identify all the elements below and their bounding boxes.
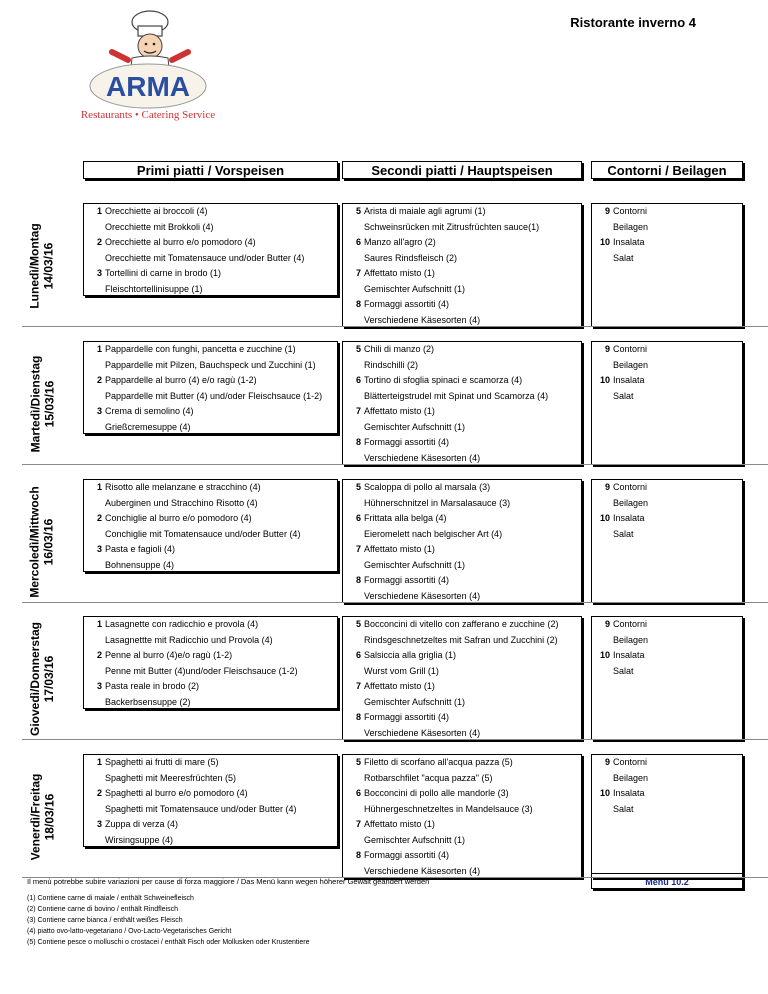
dish-name: Beilagen — [613, 634, 649, 645]
dish-name: Conchiglie al burro e/o pomodoro (4) — [105, 513, 252, 523]
course-box-contorni — [591, 479, 743, 603]
dish-name: Pappardelle mit Pilzen, Bauchspeck und Zucchini (1) — [105, 359, 316, 370]
day-separator — [22, 739, 768, 740]
note-item: (4) piatto ovo-latto-vegetariano / Ovo-Lacto-Vegetarisches Gericht — [27, 928, 232, 935]
dish-row — [84, 342, 337, 358]
dish-row — [84, 648, 337, 664]
header-primi: Primi piatti / Vorspeisen — [83, 161, 338, 179]
dish-number: 2 — [96, 513, 102, 523]
dish-number: 9 — [604, 206, 610, 216]
course-box-primi — [83, 479, 338, 572]
dish-name: Insalata — [613, 513, 645, 523]
course-box-contorni — [591, 203, 743, 327]
dish-name: Insalata — [613, 237, 645, 247]
dish-name: Rindsgeschnetzeltes mit Safran und Zucchini (2) — [364, 634, 558, 645]
dish-name: Verschiedene Käsesorten (4) — [364, 314, 481, 325]
dish-row — [84, 282, 337, 298]
dish-name: Saures Rindsfleisch (2) — [364, 252, 458, 263]
note-item: (3) Contiene carne bianca / enthält weißes Fleisch — [27, 917, 183, 924]
course-box-secondi — [342, 341, 582, 465]
dish-name: Salsiccia alla griglia (1) — [364, 650, 457, 660]
dish-name: Conchiglie mit Tomatensauce und/oder Butter (4) — [105, 528, 301, 539]
dish-number: 2 — [96, 650, 102, 660]
dish-number: 5 — [355, 757, 361, 767]
dish-row — [343, 695, 581, 711]
dish-number: 6 — [355, 650, 361, 660]
dish-row — [592, 373, 742, 389]
dish-number: 3 — [96, 544, 102, 554]
dish-row — [84, 220, 337, 236]
dish-row — [592, 664, 742, 680]
day-separator — [22, 877, 768, 878]
dish-row — [84, 817, 337, 833]
dish-row — [84, 389, 337, 405]
dish-name: Crema di semolino (4) — [105, 406, 194, 416]
dish-number: 8 — [355, 712, 361, 722]
dish-row — [84, 358, 337, 374]
dish-name: Filetto di scorfano all'acqua pazza (5) — [364, 757, 513, 767]
day-name: Lunedì/Montag — [28, 222, 43, 309]
dish-number: 10 — [599, 650, 610, 660]
dish-number: 3 — [96, 406, 102, 416]
dish-row — [84, 235, 337, 251]
dish-row — [592, 220, 742, 236]
dish-name: Blätterteigstrudel mit Spinat und Scamorza (4) — [364, 390, 549, 401]
dish-name: Orecchiette al burro e/o pomodoro (4) — [105, 237, 256, 247]
dish-number: 8 — [355, 437, 361, 447]
dish-number: 1 — [96, 482, 102, 492]
dish-name: Salat — [613, 665, 634, 676]
dish-name: Spaghetti ai frutti di mare (5) — [105, 757, 219, 767]
dish-row — [343, 558, 581, 574]
dish-name: Insalata — [613, 375, 645, 385]
dish-name: Tortino di sfoglia spinaci e scamorza (4) — [364, 375, 523, 385]
dish-name: Orecchiette ai broccoli (4) — [105, 206, 208, 216]
dish-name: Pasta e fagioli (4) — [105, 544, 176, 554]
note-item: (1) Contiene carne di maiale / enthält Schweinefleisch — [27, 895, 194, 902]
dish-row — [592, 527, 742, 543]
dish-row — [343, 404, 581, 420]
dish-name: Orecchiette mit Tomatensauce und/oder Butter (4) — [105, 252, 305, 263]
dish-row — [343, 266, 581, 282]
dish-row — [343, 679, 581, 695]
dish-row — [84, 496, 337, 512]
dish-row — [592, 511, 742, 527]
dish-name: Affettato misto (1) — [364, 819, 435, 829]
dish-row — [343, 786, 581, 802]
dish-name: Contorni — [613, 344, 648, 354]
dish-name: Gemischter Aufschnitt (1) — [364, 421, 466, 432]
dish-row — [84, 833, 337, 849]
dish-number: 6 — [355, 513, 361, 523]
dish-row — [343, 220, 581, 236]
dish-name: Fleischtortellinisuppe (1) — [105, 283, 203, 294]
restaurant-title: Ristorante inverno 4 — [570, 15, 696, 30]
dish-name: Auberginen und Stracchino Risotto (4) — [105, 497, 258, 508]
dish-name: Contorni — [613, 619, 648, 629]
dish-number: 3 — [96, 268, 102, 278]
course-box-secondi — [342, 479, 582, 603]
dish-row — [343, 435, 581, 451]
day-date: 18/03/16 — [42, 793, 57, 840]
dish-row — [84, 420, 337, 436]
note-item: (5) Contiene pesce o molluschi o crostacei / enthält Fisch oder Mollusken oder Krustentiere — [27, 939, 310, 946]
dish-name: Salat — [613, 528, 634, 539]
day-separator — [22, 602, 768, 603]
dish-row — [343, 573, 581, 589]
dish-row — [343, 664, 581, 680]
dish-name: Penne mit Butter (4)und/oder Fleischsauce (1-2) — [105, 665, 298, 676]
chef-mascot-icon — [70, 8, 220, 128]
dish-row — [343, 848, 581, 864]
dish-number: 9 — [604, 482, 610, 492]
dish-row — [84, 617, 337, 633]
dish-name: Grießcremesuppe (4) — [105, 421, 191, 432]
dish-name: Pappardelle al burro (4) e/o ragù (1-2) — [105, 375, 257, 385]
course-box-primi — [83, 341, 338, 434]
course-box-primi — [83, 203, 338, 296]
dish-name: Frittata alla belga (4) — [364, 513, 447, 523]
dish-row — [84, 802, 337, 818]
dish-row — [343, 358, 581, 374]
dish-row — [343, 511, 581, 527]
logo-brand-text: ARMA — [106, 71, 190, 102]
dish-number: 10 — [599, 513, 610, 523]
dish-row — [343, 771, 581, 787]
dish-row — [592, 342, 742, 358]
dish-row — [84, 771, 337, 787]
dish-row — [592, 755, 742, 771]
day-date: 17/03/16 — [42, 655, 56, 702]
dish-name: Chili di manzo (2) — [364, 344, 435, 354]
dish-name: Wurst vom Grill (1) — [364, 665, 439, 676]
dish-number: 5 — [355, 344, 361, 354]
dish-number: 5 — [355, 619, 361, 629]
course-box-contorni — [591, 754, 743, 878]
dish-name: Manzo all'agro (2) — [364, 237, 436, 247]
dish-name: Verschiedene Käsesorten (4) — [364, 452, 481, 463]
dish-number: 9 — [604, 344, 610, 354]
dish-row — [343, 297, 581, 313]
dish-name: Spaghetti mit Meeresfrüchten (5) — [105, 772, 237, 783]
dish-row — [84, 266, 337, 282]
dish-number: 2 — [96, 788, 102, 798]
dish-row — [592, 480, 742, 496]
dish-number: 3 — [96, 681, 102, 691]
dish-row — [343, 648, 581, 664]
dish-row — [343, 617, 581, 633]
dish-row — [343, 833, 581, 849]
dish-name: Spaghetti al burro e/o pomodoro (4) — [105, 788, 248, 798]
dish-name: Verschiedene Käsesorten (4) — [364, 865, 481, 876]
dish-number: 6 — [355, 788, 361, 798]
dish-row — [84, 480, 337, 496]
dish-row — [592, 358, 742, 374]
dish-number: 1 — [96, 206, 102, 216]
dish-name: Verschiedene Käsesorten (4) — [364, 590, 481, 601]
dish-number: 10 — [599, 788, 610, 798]
dish-row — [343, 817, 581, 833]
dish-number: 1 — [96, 344, 102, 354]
dish-number: 10 — [599, 375, 610, 385]
day-name: Martedì/Dienstag — [28, 355, 42, 452]
dish-name: Arista di maiale agli agrumi (1) — [364, 206, 486, 216]
dish-number: 8 — [355, 850, 361, 860]
dish-number: 10 — [599, 237, 610, 247]
dish-name: Wirsingsuppe (4) — [105, 834, 174, 845]
dish-name: Bohnensuppe (4) — [105, 559, 175, 570]
dish-name: Gemischter Aufschnitt (1) — [364, 834, 466, 845]
dish-name: Affettato misto (1) — [364, 544, 435, 554]
dish-name: Formaggi assortiti (4) — [364, 712, 450, 722]
day-label — [22, 754, 62, 879]
dish-name: Rindschilli (2) — [364, 359, 419, 370]
dish-name: Lasagnettte mit Radicchio und Provola (4) — [105, 634, 273, 645]
day-separator — [22, 326, 768, 327]
dish-row — [343, 527, 581, 543]
dish-row — [343, 755, 581, 771]
dish-row — [343, 633, 581, 649]
day-label — [22, 341, 62, 466]
dish-name: Backerbsensuppe (2) — [105, 696, 191, 707]
dish-row — [84, 664, 337, 680]
dish-name: Gemischter Aufschnitt (1) — [364, 696, 466, 707]
dish-number: 3 — [96, 819, 102, 829]
dish-name: Contorni — [613, 482, 648, 492]
dish-name: Insalata — [613, 650, 645, 660]
dish-row — [592, 389, 742, 405]
dish-row — [343, 496, 581, 512]
dish-row — [84, 511, 337, 527]
dish-name: Eieromelett nach belgischer Art (4) — [364, 528, 503, 539]
dish-name: Formaggi assortiti (4) — [364, 575, 450, 585]
dish-name: Formaggi assortiti (4) — [364, 299, 450, 309]
dish-name: Beilagen — [613, 359, 649, 370]
dish-name: Pappardelle con funghi, pancetta e zucchine (1) — [105, 344, 296, 354]
dish-name: Beilagen — [613, 772, 649, 783]
dish-row — [343, 251, 581, 267]
day-name: Venerdì/Freitag — [28, 773, 43, 860]
dish-number: 5 — [355, 482, 361, 492]
dish-name: Risotto alle melanzane e stracchino (4) — [105, 482, 261, 492]
dish-name: Bocconcini di vitello con zafferano e zucchine (2) — [364, 619, 559, 629]
dish-name: Pasta reale in brodo (2) — [105, 681, 200, 691]
dish-row — [343, 282, 581, 298]
dish-row — [343, 542, 581, 558]
dish-row — [592, 786, 742, 802]
dish-row — [343, 204, 581, 220]
dish-row — [84, 755, 337, 771]
day-date: 16/03/16 — [42, 518, 56, 565]
dish-number: 9 — [604, 619, 610, 629]
dish-row — [343, 710, 581, 726]
day-label — [22, 203, 62, 328]
dish-row — [592, 204, 742, 220]
dish-number: 7 — [355, 406, 361, 416]
dish-name: Insalata — [613, 788, 645, 798]
day-label — [22, 479, 62, 604]
dish-name: Beilagen — [613, 221, 649, 232]
dish-name: Affettato misto (1) — [364, 681, 435, 691]
dish-row — [592, 633, 742, 649]
dish-number: 1 — [96, 619, 102, 629]
dish-name: Lasagnette con radicchio e provola (4) — [105, 619, 259, 629]
day-date: 14/03/16 — [42, 242, 57, 289]
dish-number: 7 — [355, 681, 361, 691]
course-box-secondi — [342, 203, 582, 327]
dish-row — [592, 235, 742, 251]
dish-row — [84, 204, 337, 220]
dish-name: Gemischter Aufschnitt (1) — [364, 559, 466, 570]
dish-name: Hühnerschnitzel in Marsalasauce (3) — [364, 497, 511, 508]
dish-number: 2 — [96, 237, 102, 247]
dish-row — [343, 420, 581, 436]
course-box-secondi — [342, 754, 582, 878]
day-name: Giovedì/Donnerstag — [28, 621, 42, 736]
dish-row — [84, 679, 337, 695]
dish-name: Affettato misto (1) — [364, 406, 435, 416]
dish-number: 7 — [355, 819, 361, 829]
dish-name: Tortellini di carne in brodo (1) — [105, 268, 222, 278]
dish-row — [343, 389, 581, 405]
day-date: 15/03/16 — [42, 380, 56, 427]
dish-name: Formaggi assortiti (4) — [364, 850, 450, 860]
dish-number: 2 — [96, 375, 102, 385]
dish-name: Schweinsrücken mit Zitrusfrüchten sauce(1) — [364, 221, 540, 232]
dish-row — [343, 373, 581, 389]
dish-row — [84, 542, 337, 558]
dish-row — [343, 235, 581, 251]
dish-number: 8 — [355, 299, 361, 309]
dish-name: Pappardelle mit Butter (4) und/oder Fleischsauce (1-2) — [105, 390, 323, 401]
course-box-contorni — [591, 341, 743, 465]
course-box-primi — [83, 754, 338, 847]
dish-row — [592, 802, 742, 818]
dish-name: Beilagen — [613, 497, 649, 508]
note-item: (2) Contiene carne di bovino / enthält Rindfleisch — [27, 906, 178, 913]
course-box-secondi — [342, 616, 582, 740]
dish-number: 5 — [355, 206, 361, 216]
dish-name: Contorni — [613, 206, 648, 216]
dish-number: 1 — [96, 757, 102, 767]
dish-row — [592, 251, 742, 267]
dish-name: Formaggi assortiti (4) — [364, 437, 450, 447]
dish-name: Gemischter Aufschnitt (1) — [364, 283, 466, 294]
dish-row — [343, 342, 581, 358]
dish-number: 8 — [355, 575, 361, 585]
dish-row — [84, 373, 337, 389]
dish-name: Penne al burro (4)e/o ragù (1-2) — [105, 650, 233, 660]
dish-row — [592, 617, 742, 633]
dish-name: Scaloppa di pollo al marsala (3) — [364, 482, 491, 492]
menu-version-badge: Menù 10.2 — [591, 873, 743, 889]
header-secondi: Secondi piatti / Hauptspeisen — [342, 161, 582, 179]
dish-name: Salat — [613, 390, 634, 401]
dish-name: Affettato misto (1) — [364, 268, 435, 278]
dish-name: Orecchiette mit Brokkoli (4) — [105, 221, 214, 232]
dish-name: Salat — [613, 252, 634, 263]
dish-row — [84, 786, 337, 802]
dish-row — [592, 648, 742, 664]
day-label — [22, 616, 62, 741]
dish-name: Rotbarschfilet "acqua pazza" (5) — [364, 772, 493, 783]
logo-tagline-text: Restaurants • Catering Service — [80, 109, 216, 121]
dish-row — [592, 771, 742, 787]
dish-name: Verschiedene Käsesorten (4) — [364, 727, 481, 738]
dish-row — [84, 404, 337, 420]
course-box-contorni — [591, 616, 743, 740]
dish-name: Hühnergeschnetzeltes in Mandelsauce (3) — [364, 803, 533, 814]
arma-logo — [70, 8, 220, 128]
dish-row — [592, 496, 742, 512]
dish-row — [343, 802, 581, 818]
course-box-primi — [83, 616, 338, 709]
dish-number: 6 — [355, 237, 361, 247]
dish-name: Bocconcini di pollo alle mandorle (3) — [364, 788, 509, 798]
dish-number: 7 — [355, 268, 361, 278]
dish-name: Zuppa di verza (4) — [105, 819, 179, 829]
dish-row — [84, 527, 337, 543]
notes-disclaimer: Il menù potrebbe subire variazioni per cause di forza maggiore / Das Menü kann wegen höherer Gewalt geändert werden — [27, 877, 430, 886]
dish-row — [343, 480, 581, 496]
day-separator — [22, 464, 768, 465]
dish-name: Salat — [613, 803, 634, 814]
dish-number: 6 — [355, 375, 361, 385]
dish-name: Contorni — [613, 757, 648, 767]
dish-row — [84, 558, 337, 574]
dish-name: Spaghetti mit Tomatensauce und/oder Butter (4) — [105, 803, 297, 814]
header-contorni: Contorni / Beilagen — [591, 161, 743, 179]
day-name: Mercoledì/Mittwoch — [28, 485, 42, 598]
dish-row — [84, 633, 337, 649]
dish-number: 9 — [604, 757, 610, 767]
dish-number: 7 — [355, 544, 361, 554]
dish-row — [84, 251, 337, 267]
allergen-notes — [27, 876, 429, 948]
dish-row — [84, 695, 337, 711]
